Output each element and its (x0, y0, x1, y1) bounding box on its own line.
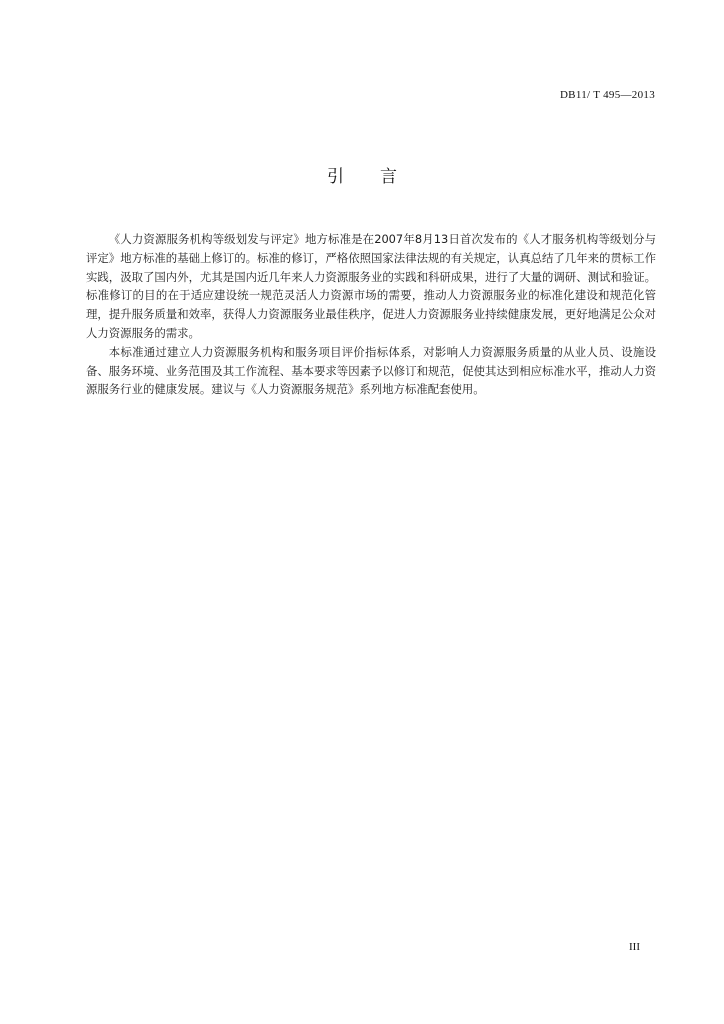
page-number: III (629, 941, 640, 953)
paragraph-2: 本标准通过建立人力资源服务机构和服务项目评价指标体系，对影响人力资源服务质量的从业人员、设施设备、服务环境、业务范围及其工作流程、基本要求等因素予以修订和规范，促使其达到相应标准水平，推动人力资源服务行业的健康发展。建议与《人力资源服务规范》系列地方标准配套使用。 (86, 344, 656, 397)
body-text (86, 230, 656, 399)
paragraph-1: 《人力资源服务机构等级划发与评定》地方标准是在2007年8月13日首次发布的《人才服务机构等级划分与评定》地方标准的基础上修订的。标准的修订，严格依照国家法律法规的有关规定，认真总结了几年来的贯标工作实践，汲取了国内外，尤其是国内近几年来人力资源服务业的实践和科研成果，进行了大量的调研、测试和验证。标准修订的目的在于适应建设统一规范灵活人力资源市场的需要，推动人力资源服务业的标准化建设和规范化管理，提升服务质量和效率，获得人力资源服务业最佳秩序，促进人力资源服务业持续健康发展，更好地满足公众对人力资源服务的需求。 (86, 232, 656, 340)
standard-code: DB11/ T 495—2013 (559, 89, 655, 101)
section-title: 引言 (327, 167, 433, 187)
